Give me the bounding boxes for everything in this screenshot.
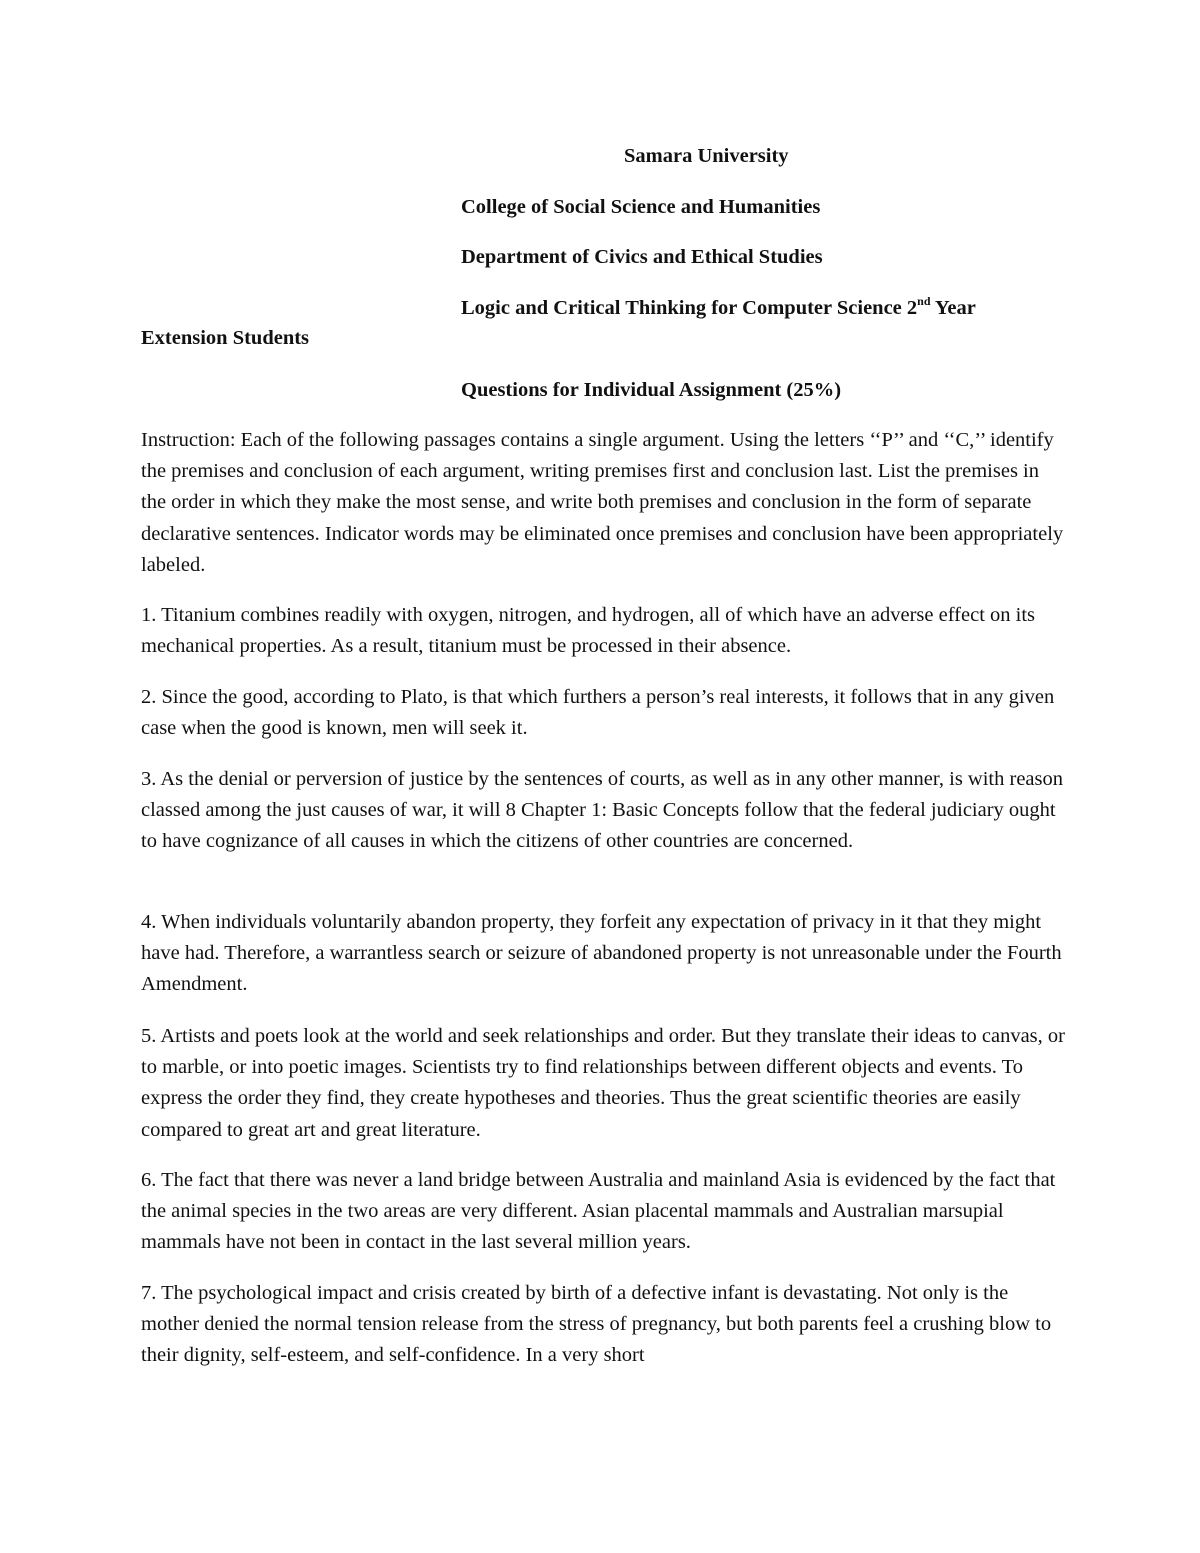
- course-title-suffix: Year: [930, 297, 976, 319]
- course-title-superscript: nd: [917, 294, 931, 309]
- question-3: 3. As the denial or perversion of justice by the sentences of courts, as well as in any other manner, is with reason classed among the just causes of war, it will 8 Chapter 1: Basic Concepts follow that the federal judiciary ought to have cognizance of all causes in which the citizens of other countries are concerned.: [141, 768, 1063, 853]
- question-1: 1. Titanium combines readily with oxygen, nitrogen, and hydrogen, all of which have an adverse effect on its mechanical properties. As a result, titanium must be processed in their absence.: [141, 604, 1036, 658]
- assignment-title: Questions for Individual Assignment (25%): [461, 379, 842, 401]
- course-title: [461, 293, 976, 324]
- question-5: 5. Artists and poets look at the world and seek relationships and order. But they translate their ideas to canvas, or to marble, or into poetic images. Scientists try to find relationships between different objects and events. To express the order they find, they create hypotheses and theories. Thus the great scientific theories are easily compared to great art and great literature.: [141, 1025, 1065, 1141]
- university-name: Samara University: [624, 145, 789, 167]
- department-name: Department of Civics and Ethical Studies: [461, 246, 823, 268]
- question-6: 6. The fact that there was never a land bridge between Australia and mainland Asia is evidenced by the fact that the animal species in the two areas are very different. Asian placental mammals and Australian marsupial mammals have not been in contact in the last several million years.: [141, 1169, 1056, 1254]
- course-title-main: Logic and Critical Thinking for Computer Science 2: [461, 297, 918, 319]
- instruction-paragraph: Instruction: Each of the following passages contains a single argument. Using the letters ‘‘P’’ and ‘‘C,’’ identify the premises and conclusion of each argument, writing premises first and conclusion last. List the premises in the order in which they make the most sense, and write both premises and conclusion in the form of separate declarative sentences. Indicator words may be eliminated once premises and conclusion have been appropriately labeled.: [141, 429, 1064, 576]
- question-7: 7. The psychological impact and crisis created by birth of a defective infant is devastating. Not only is the mother denied the normal tension release from the stress of pregnancy, but both parents feel a crushing blow to their dignity, self-esteem, and self-confidence. In a very short: [141, 1282, 1052, 1367]
- college-name: College of Social Science and Humanities: [461, 196, 821, 218]
- question-2: 2. Since the good, according to Plato, is that which furthers a person’s real interests, it follows that in any given case when the good is known, men will seek it.: [141, 686, 1055, 740]
- question-4: 4. When individuals voluntarily abandon property, they forfeit any expectation of privacy in it that they might have had. Therefore, a warrantless search or seizure of abandoned property is not unreasonable under the Fourth Amendment.: [141, 911, 1062, 996]
- course-title-continuation: Extension Students: [141, 327, 310, 349]
